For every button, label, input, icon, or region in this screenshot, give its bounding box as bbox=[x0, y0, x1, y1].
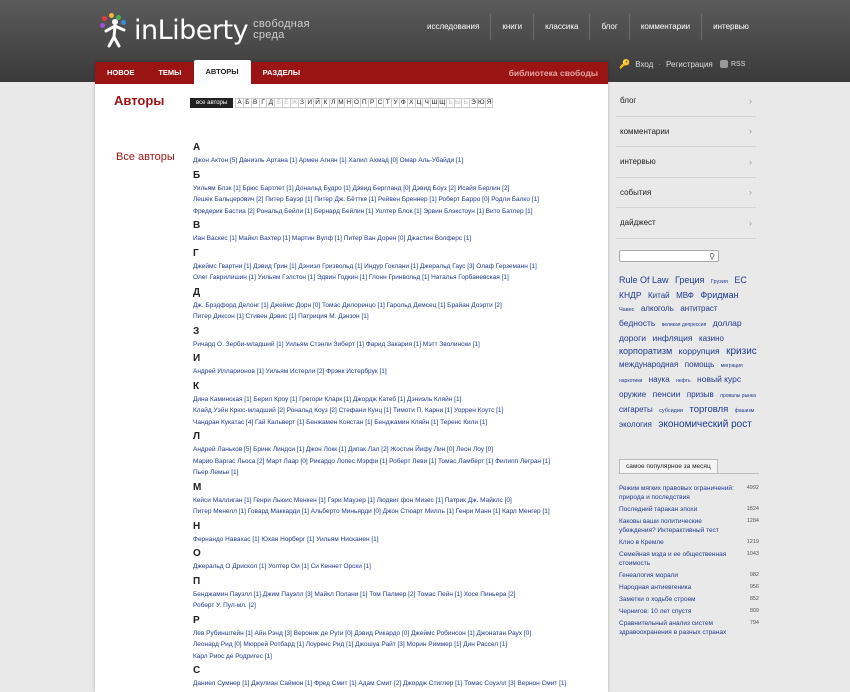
logo[interactable] bbox=[100, 12, 310, 48]
popular-item-count: 1043 bbox=[746, 551, 759, 557]
sidebar-item-label: блог bbox=[620, 96, 637, 106]
chevron-right-icon: › bbox=[749, 156, 752, 167]
tag-link[interactable]: инфляция bbox=[652, 333, 693, 343]
alphabet-letter: Ь bbox=[461, 98, 470, 108]
popular-item-count: 809 bbox=[749, 608, 759, 614]
author-group bbox=[193, 169, 605, 218]
author-group-letter: Г bbox=[193, 247, 199, 259]
popular-item-title[interactable]: Последний таракан эпохи bbox=[619, 506, 698, 513]
popular-item-count: 1219 bbox=[746, 539, 759, 545]
tag-link[interactable]: призыв bbox=[686, 390, 714, 399]
chevron-right-icon: › bbox=[749, 126, 752, 137]
alphabet-letter: Е bbox=[274, 98, 283, 108]
alphabet-letter[interactable]: А bbox=[235, 98, 244, 108]
author-group bbox=[193, 352, 605, 378]
logo-figure-icon bbox=[100, 13, 130, 47]
tag-link[interactable]: Грузия bbox=[710, 279, 728, 285]
author-group bbox=[193, 380, 605, 429]
author-names-line[interactable]: Питер Менелл [1] Говард Маккарди [1] Альберто Миньярди [0] Джон Стюарт Милль [1] Генри Манн [1] Карл Менгер [1] bbox=[193, 508, 550, 515]
alphabet-letter[interactable]: Й bbox=[313, 98, 322, 108]
tag-link[interactable]: миграция bbox=[720, 363, 743, 369]
author-group-letter: Н bbox=[193, 520, 201, 532]
popular-item-title[interactable]: Генеалогия морали bbox=[619, 572, 679, 579]
library-link[interactable]: библиотека свободы bbox=[508, 68, 598, 78]
nav-classics[interactable]: классика bbox=[533, 14, 589, 40]
popular-list bbox=[619, 484, 759, 637]
alphabet-letter[interactable]: О bbox=[354, 99, 360, 106]
nav-interviews[interactable]: интервью bbox=[701, 14, 760, 40]
sidebar-item-label: события bbox=[620, 187, 652, 197]
popular-item-count: 852 bbox=[749, 596, 759, 602]
section-tabs bbox=[95, 62, 608, 84]
alphabet-letter[interactable]: Э bbox=[469, 98, 478, 108]
author-names-line[interactable]: Лешек Бальцерович [2] Питер Бауэр [1] Питер Дж. Бёттке [1] Рейвен Бреннер [1] Роберт Барро [0] Родли Балко [1] bbox=[193, 196, 539, 203]
author-group-letter: О bbox=[193, 548, 201, 559]
author-group bbox=[193, 247, 605, 284]
popular-item bbox=[619, 517, 759, 535]
popular-item-title[interactable]: Сравнительный анализ систем здравоохранения в разных странах bbox=[619, 620, 727, 636]
author-group bbox=[193, 520, 605, 546]
author-names-line[interactable]: Фернандо Навахас [1] Юхан Норберг [1] Уильям Нисканен [1] bbox=[193, 535, 379, 543]
author-names-line[interactable]: Карл Риос де Родригес [1] bbox=[193, 652, 272, 660]
popular-item bbox=[619, 571, 759, 580]
tag-link[interactable]: экономический рост bbox=[658, 419, 752, 430]
sidebar-item[interactable] bbox=[616, 117, 756, 148]
popular-item-count: 982 bbox=[749, 572, 759, 578]
popular-item bbox=[619, 505, 759, 514]
login-link[interactable]: Вход bbox=[635, 60, 654, 69]
tag-link[interactable]: алкоголь bbox=[640, 304, 674, 313]
alphabet-letter[interactable]: Л bbox=[329, 98, 338, 108]
author-names-line[interactable]: Уильям Блэк [1] Брюс Бартлет [1] Дональд Будро [1] Дэвид Бергланд [0] Дэвид Боуз [2] Исайя Берлин [2] bbox=[193, 184, 510, 192]
author-group-letter: М bbox=[193, 481, 202, 493]
sidebar-item[interactable] bbox=[616, 86, 756, 117]
popular-divider bbox=[619, 473, 759, 474]
chevron-right-icon: › bbox=[749, 95, 752, 106]
logo-name: inLiberty bbox=[134, 14, 249, 46]
nav-comments[interactable]: комментарии bbox=[629, 14, 701, 40]
tag-link[interactable]: кризис bbox=[726, 346, 757, 357]
tag-link[interactable]: провалы рынка bbox=[720, 393, 756, 399]
popular-item bbox=[619, 595, 759, 604]
alphabet-letter[interactable]: Т bbox=[383, 98, 392, 108]
author-names-line[interactable]: Дж. Брэдфорд Делонг [1] Джеймс Дорн [0] Томас Дилоренцо [1] Гарольд Демсец [1] Брайан Доэрти [2] bbox=[193, 301, 502, 309]
author-group bbox=[193, 286, 605, 323]
author-names-line[interactable]: Питер Диксон [1] Стивен Дэвис [1] Патриция М. Дэнзон [1] bbox=[193, 313, 369, 320]
popular-item-count: 956 bbox=[749, 584, 759, 590]
tag-link[interactable]: наука bbox=[648, 375, 670, 384]
tag-link[interactable]: помощь bbox=[684, 360, 715, 369]
author-names-line[interactable]: Джеймс Гвартни [1] Дэвид Грин [1] Дэниэл Гризвольд [1] Индур Гоклани [1] Джеральд Гаус [3] Олаф Герземанн [1] bbox=[193, 262, 537, 270]
alphabet-letter[interactable]: Ч bbox=[422, 98, 431, 108]
alphabet-letter[interactable]: Ф bbox=[400, 99, 406, 106]
author-list bbox=[193, 139, 605, 690]
tag-link[interactable]: торговля bbox=[689, 404, 729, 415]
tag-link[interactable]: международная bbox=[619, 360, 679, 369]
alphabet-letter[interactable]: Г bbox=[259, 98, 268, 108]
author-names-line[interactable]: Олег Гаврилишин [1] Уильям Гэлстон [1] Эдвин Годкин [1] Глонн Гринвольд [1] Наталья Горбаневская [1] bbox=[193, 274, 509, 281]
tab-sections[interactable]: РАЗДЕЛЫ bbox=[262, 68, 301, 77]
content-panel bbox=[95, 62, 608, 692]
popular-block bbox=[619, 455, 759, 640]
page-title: Авторы bbox=[114, 93, 165, 108]
popular-item-title[interactable]: Чернигов: 10 лет спустя bbox=[619, 608, 692, 615]
tag-cloud bbox=[619, 273, 759, 430]
tag-link[interactable]: КНДР bbox=[619, 290, 642, 300]
tag-link[interactable]: фашизм bbox=[734, 408, 755, 414]
popular-item-count: 794 bbox=[749, 620, 759, 626]
rss-icon bbox=[720, 60, 728, 68]
alphabet-letter[interactable]: К bbox=[321, 98, 330, 108]
tab-topics[interactable]: ТЕМЫ bbox=[158, 68, 182, 77]
author-group bbox=[193, 325, 605, 351]
author-group bbox=[193, 481, 605, 518]
tab-new[interactable]: НОВОЕ bbox=[107, 68, 135, 77]
tag-link[interactable]: казино bbox=[698, 334, 724, 343]
author-names-line[interactable]: Чандран Кукатас [4] Гай Кальверт [1] Бенжамен Констан [1] Бенджамин Кляйн [1] Теренс Кили [1] bbox=[193, 418, 488, 426]
tag-link[interactable]: великая депрессия bbox=[661, 322, 707, 328]
popular-item bbox=[619, 619, 759, 637]
author-group-letter: Р bbox=[193, 614, 200, 626]
tag-link[interactable]: Фридман bbox=[700, 290, 739, 300]
alphabet-letter[interactable]: Н bbox=[344, 98, 353, 108]
register-link[interactable]: Регистрация bbox=[666, 60, 713, 69]
author-group-letter: В bbox=[193, 220, 201, 231]
search-input[interactable] bbox=[619, 250, 719, 262]
author-names-line[interactable]: Дина Каминская [1] Берил Кроу [1] Грегори Кларк [1] Джордж Катеб [1] Дэниэль Кляйн [1] bbox=[193, 395, 462, 403]
popular-item bbox=[619, 538, 759, 547]
tag-link[interactable]: субсидии bbox=[659, 408, 683, 414]
popular-item bbox=[619, 607, 759, 616]
popular-item-title[interactable]: Заметки о ходьбе строем bbox=[619, 596, 696, 603]
sidebar-item[interactable] bbox=[616, 208, 756, 239]
alphabet-letter: Ж bbox=[291, 99, 298, 106]
search-icon[interactable]: ⚲ bbox=[709, 252, 715, 261]
top-nav bbox=[416, 14, 760, 40]
logo-tagline-2: среда bbox=[253, 29, 285, 41]
tag-link[interactable]: Греция bbox=[674, 275, 705, 285]
author-names-line[interactable]: Джон Актон [5] Даниэль Артана [1] Армен Агнян [1] Халил Ахмад [0] Омар Аль-Убайди [1] bbox=[193, 157, 464, 164]
alphabet-letter: Ъ bbox=[447, 99, 453, 106]
author-names-line[interactable]: Даниел Сумнер [1] Джулиан Саймон [1] Фред Смит [1] Адам Смит [2] Джордж Стиглер [1] Томас Соуэлл [3] Вернон Смит [1] bbox=[193, 680, 567, 687]
author-names-line[interactable]: Андрей Ланьков [5] Бринк Линдси [1] Джон Локк [1] Дипак Лал [2] Жостин Йифу Лин [0] Леон Лоу [0] bbox=[193, 446, 494, 453]
author-names-line[interactable]: Кейси Маллиган [1] Генри Льюис Менкен [1] Гэри Маузер [1] Людвиг фон Мизес [1] Патрик Дж. Майклс [0] bbox=[193, 496, 512, 504]
key-icon: 🔑 bbox=[619, 59, 631, 69]
popular-item-count: 1284 bbox=[746, 518, 759, 524]
popular-item-title[interactable]: Режим мягких правовых ограничений: природа и последствия bbox=[619, 485, 734, 501]
rss-label: RSS bbox=[731, 60, 746, 68]
tag-link[interactable]: дороги bbox=[619, 333, 646, 343]
alphabet-letter[interactable]: Д bbox=[266, 98, 275, 108]
popular-title[interactable]: самое популярное за месяц bbox=[619, 459, 718, 473]
alphabet-letter[interactable]: Ш bbox=[431, 99, 438, 106]
popular-item bbox=[619, 583, 759, 592]
alphabet-letter: Ы bbox=[455, 99, 461, 106]
popular-item bbox=[619, 550, 759, 568]
rss-link[interactable] bbox=[720, 60, 745, 68]
chevron-right-icon: › bbox=[749, 217, 752, 228]
alphabet-letter[interactable]: У bbox=[391, 98, 400, 108]
author-group bbox=[193, 219, 605, 245]
alphabet-letter[interactable]: М bbox=[338, 99, 344, 106]
popular-item-title[interactable]: Клио в Кремле bbox=[619, 539, 664, 546]
author-group-letter: К bbox=[193, 380, 200, 392]
alphabet-letter[interactable]: П bbox=[360, 98, 369, 108]
nav-research[interactable]: исследования bbox=[427, 22, 480, 31]
popular-item-title[interactable]: Семейная мзда и ее общественная стоимость bbox=[619, 551, 727, 567]
tag-link[interactable]: экология bbox=[619, 420, 652, 429]
author-group bbox=[193, 614, 605, 663]
tag-link[interactable]: коррупция bbox=[678, 346, 720, 356]
sidebar-item-label: интервью bbox=[620, 157, 656, 167]
author-names-line[interactable]: Леонард Рид [0] Мюррей Ротбард [1] Лоуренс Рид [1] Джошуа Райт [3] Морин Риммер [1] Дин Рассел [1] bbox=[193, 641, 508, 648]
tag-link[interactable]: бедность bbox=[619, 318, 656, 328]
author-names-line[interactable]: Ричард О. Зерби-младший [1] Уильям Стэнли Зиберт [1] Фарид Закария [1] Мэтт Зволински [1] bbox=[193, 340, 480, 348]
author-group-letter: Л bbox=[193, 431, 201, 442]
alphabet-letter: Ё bbox=[282, 98, 291, 108]
author-group-letter: Д bbox=[193, 286, 201, 298]
author-group-letter: А bbox=[193, 142, 201, 153]
alphabet-letter[interactable]: Я bbox=[485, 98, 494, 108]
popular-item-title[interactable]: Народная антиевгеника bbox=[619, 584, 692, 591]
author-group bbox=[193, 664, 605, 690]
author-names-line[interactable]: Марио Варгас Льоса [2] Март Лаар [0] Рикардо Лопес Мэрфи [1] Роберт Леви [1] Томас Ламберт [1] Филипп Легран [1] bbox=[193, 457, 551, 465]
tag-link[interactable]: новый курс bbox=[697, 374, 742, 384]
alphabet-letter[interactable]: Ю bbox=[478, 99, 485, 106]
tag-link[interactable]: доллар bbox=[712, 318, 742, 328]
nav-blog[interactable]: блог bbox=[589, 14, 628, 40]
popular-item-title[interactable]: Каковы ваши политические убеждения? Интерактивный тест bbox=[619, 518, 719, 534]
author-names-line[interactable]: Андрей Илларионов [1] Уильям Истерли [2] Фрэнк Истербрук [1] bbox=[193, 368, 387, 375]
sidebar-item[interactable] bbox=[616, 178, 756, 209]
author-group-letter: С bbox=[193, 665, 201, 676]
author-names-line[interactable]: Клайд Уэйн Крюс-младший [2] Рональд Коуз [2] Стефани Кунц [1] Тимоти П. Карни [1] Уоррен Коутс [1] bbox=[193, 407, 504, 414]
tag-link[interactable]: Китай bbox=[647, 291, 670, 300]
tag-link[interactable]: антитраст bbox=[680, 304, 718, 313]
tag-link[interactable]: сигареты bbox=[619, 405, 653, 414]
tag-link[interactable]: пенсии bbox=[652, 389, 681, 399]
sidebar-menu bbox=[616, 86, 756, 239]
alphabet-letter[interactable]: Щ bbox=[439, 99, 446, 106]
tag-link[interactable]: нефть bbox=[676, 378, 691, 384]
sidebar-item-label: комментарии bbox=[620, 126, 670, 136]
author-names-line[interactable]: Фредерик Бастиа [2] Рональд Бейли [1] Бернард Бейлин [1] Уолтер Блок [1] Эрвин Блэкстоун [1] Вито Батлер [1] bbox=[193, 207, 533, 215]
tag-link[interactable]: ЕС bbox=[734, 275, 747, 285]
alphabet-letter[interactable]: В bbox=[251, 98, 260, 108]
alphabet-letter[interactable]: И bbox=[305, 98, 314, 108]
tag-link[interactable]: корпоратизм bbox=[619, 346, 673, 356]
nav-books[interactable]: книги bbox=[490, 14, 533, 40]
author-names-line[interactable]: Лев Рубинштейн [1] Айн Рэнд [3] Вероник де Руги [0] Дэвид Рикардо [0] Джеймс Робинсон [1] Джонатан Раух [0] bbox=[193, 629, 532, 637]
alphabet-letter[interactable]: Ц bbox=[416, 99, 422, 106]
tag-link[interactable]: оружие bbox=[619, 390, 647, 399]
author-group bbox=[193, 141, 605, 167]
author-group bbox=[193, 430, 605, 479]
author-names-line[interactable]: Иан Васкес [1] Майкл Вахтер [1] Мартин Вулф [1] Питер Ван Дорен [0] Джастин Волферс [1] bbox=[193, 235, 472, 242]
popular-item-count: 1824 bbox=[746, 506, 759, 512]
separator: · bbox=[658, 60, 661, 69]
user-links bbox=[619, 59, 713, 70]
popular-item-count: 4992 bbox=[746, 485, 759, 491]
section-label: Все авторы bbox=[116, 151, 175, 163]
sidebar-item-label: дайджест bbox=[620, 218, 656, 228]
author-names-line[interactable]: Джеральд О Дрискол [1] Уолтер Ои [1] Си Кеннет Орски [1] bbox=[193, 563, 371, 570]
author-group bbox=[193, 547, 605, 573]
alphabet-letter[interactable]: Б bbox=[243, 98, 252, 108]
author-group-letter: П bbox=[193, 575, 201, 587]
all-authors-filter[interactable]: все авторы bbox=[190, 98, 233, 108]
author-names-line[interactable]: Бенджамин Пауэлл [1] Джим Пауэлл [3] Майкл Полани [1] Том Палмер [2] Томас Пейн [1] Хосе Пиньера [2] bbox=[193, 590, 516, 598]
tab-authors[interactable]: АВТОРЫ bbox=[194, 60, 251, 84]
tag-link[interactable]: Rule Of Law bbox=[619, 275, 669, 285]
logo-tagline-1: свободная bbox=[253, 18, 310, 30]
chevron-right-icon: › bbox=[749, 187, 752, 198]
author-group-letter: Б bbox=[193, 169, 201, 181]
author-group-letter: И bbox=[193, 353, 201, 364]
author-names-line[interactable]: Роберт У. Пул-мл. [2] bbox=[193, 602, 256, 609]
alphabet-letter[interactable]: Х bbox=[407, 98, 416, 108]
popular-item bbox=[619, 484, 759, 502]
author-names-line[interactable]: Пьер Лемье [1] bbox=[193, 469, 239, 476]
author-group-letter: З bbox=[193, 325, 200, 337]
alphabet-filter bbox=[190, 98, 493, 108]
alphabet-letter[interactable]: Р bbox=[368, 98, 377, 108]
sidebar-item[interactable] bbox=[616, 147, 756, 178]
tag-link[interactable]: МВФ bbox=[676, 291, 694, 300]
tag-link[interactable]: Чавес bbox=[619, 307, 635, 313]
tag-link[interactable]: наркотики bbox=[619, 378, 643, 384]
alphabet-letter[interactable]: З bbox=[298, 98, 307, 108]
author-group bbox=[193, 575, 605, 612]
alphabet-letter[interactable]: С bbox=[376, 98, 385, 108]
